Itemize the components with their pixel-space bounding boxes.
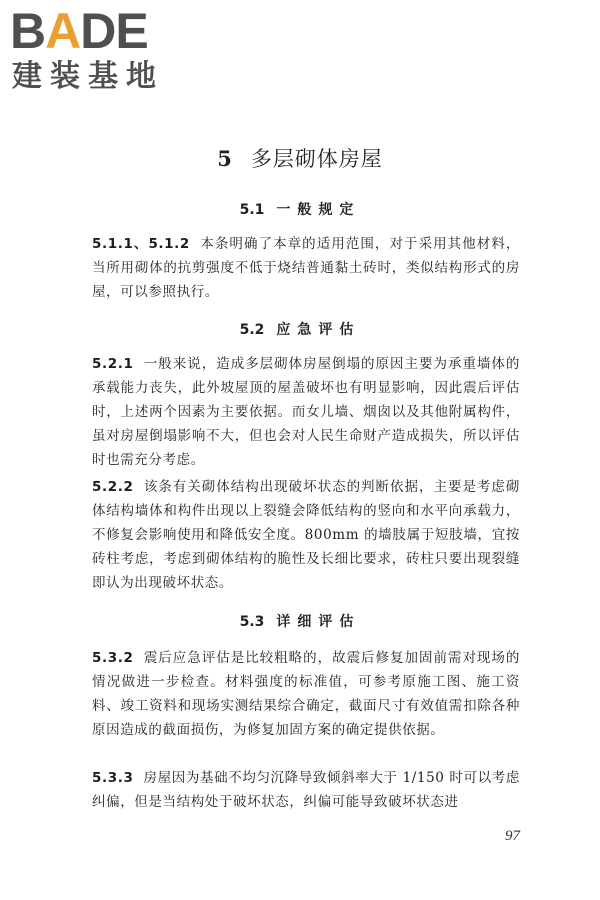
section-title: 应急评估: [276, 322, 361, 338]
section-title: 详细评估: [276, 614, 361, 630]
section-title: 一般规定: [276, 202, 361, 218]
section-number: 5.2: [239, 322, 265, 338]
paragraph-5-2-1: [92, 352, 520, 472]
clause-number: 5.3.3: [92, 770, 134, 786]
paragraph-text: 房屋因为基础不均匀沉降导致倾斜率大于 1/150 时可以考虑纠偏，但是当结构处于破坏状态，纠偏可能导致破坏状态进: [92, 770, 520, 810]
section-number: 5.1: [239, 202, 265, 218]
logo-chinese-text: 建装基地: [12, 59, 164, 94]
chapter-number: 5: [217, 146, 233, 171]
paragraph-text: 一般来说，造成多层砌体房屋倒塌的原因主要为承重墙体的承载能力丧失，此外坡屋顶的屋盖破坏也有明显影响，因此震后评估时，上述两个因素为主要依据。而女儿墙、烟囱以及其他附属构件，虽对房屋倒塌影响不大，但也会对人民生命财产造成损失，所以评估时也需充分考虑。: [92, 356, 520, 468]
paragraph-5-3-2: [92, 646, 520, 742]
clause-number: 5.3.2: [92, 650, 134, 666]
paragraph-5-2-2: [92, 475, 520, 595]
logo-latin-text: BADE: [10, 3, 148, 59]
section-number: 5.3: [239, 614, 265, 630]
chapter-title-text: 多层砌体房屋: [250, 147, 383, 171]
paragraph-text: 本条明确了本章的适用范围，对于采用其他材料，当所用砌体的抗剪强度不低于烧结普通黏土砖时，类似结构形式的房屋，可以参照执行。: [92, 236, 520, 300]
paragraph-5-3-3: [92, 766, 520, 814]
paragraph-text: 该条有关砌体结构出现破坏状态的判断依据，主要是考虑砌体结构墙体和构件出现以上裂缝会降低结构的竖向和水平向承载力，不修复会影响使用和降低安全度。800mm 的墙肢属于短肢墙，宜按砖柱考虑，考虑到砌体结构的脆性及长细比要求，砖柱只要出现裂缝即认为出现破坏状态。: [92, 479, 520, 591]
paragraph-5-1-1: [92, 232, 520, 304]
logo: [10, 3, 180, 98]
paragraph-text: 震后应急评估是比较粗略的，故震后修复加固前需对现场的情况做进一步检查。材料强度的标准值，可参考原施工图、施工资料、竣工资料和现场实测结果综合确定，截面尺寸有效值需扣除各种原因造成的截面损伤，为修复加固方案的确定提供依据。: [92, 650, 520, 738]
chapter-title: [0, 144, 600, 174]
section-heading-5-2: [0, 320, 600, 340]
logo-accent-letter: A: [45, 3, 81, 59]
section-heading-5-3: [0, 612, 600, 632]
page-number: 97: [505, 828, 520, 844]
clause-number: 5.2.1: [92, 356, 134, 372]
clause-number: 5.2.2: [92, 479, 134, 495]
section-heading-5-1: [0, 200, 600, 220]
clause-number: 5.1.1、5.1.2: [92, 236, 190, 252]
